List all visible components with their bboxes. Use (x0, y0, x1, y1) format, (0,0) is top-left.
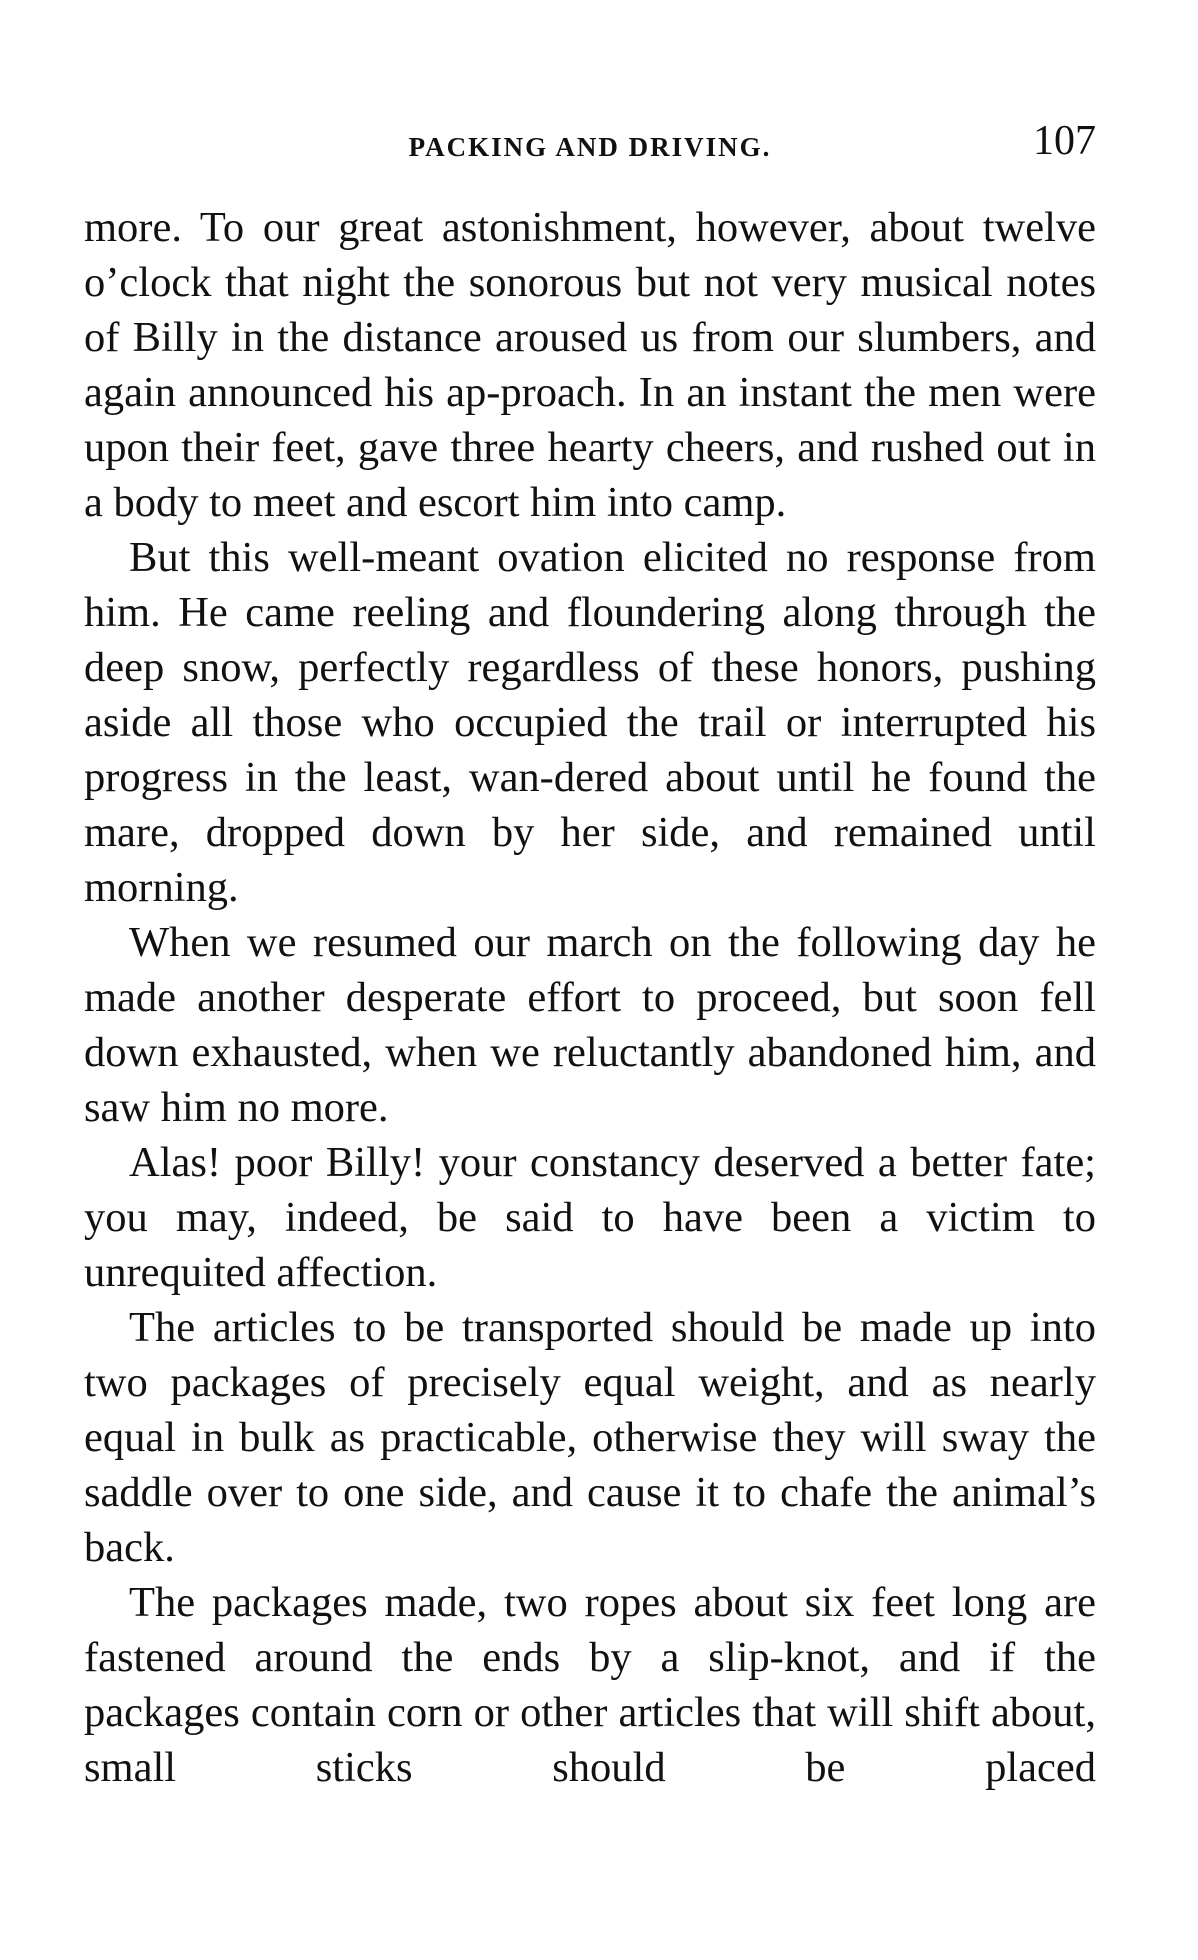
paragraph-5: The articles to be transported should be made up into two packages of precisely equal weight, and as nearly equal in bulk as practicable, otherwise they will sway the saddle over to one side, and cause it to chafe the animal’s back. (84, 1304, 1096, 1571)
body-text (84, 200, 1096, 1795)
paragraph-6: The packages made, two ropes about six feet long are fastened around the ends by a slip-knot, and if the packages contain corn or other articles that will shift about, small sticks should be placed (84, 1579, 1096, 1791)
running-title: PACKING AND DRIVING. (408, 132, 772, 162)
running-head (84, 120, 1096, 180)
paragraph-4: Alas! poor Billy! your constancy deserved a better fate; you may, indeed, be said to have been a victim to unrequited affection. (84, 1139, 1096, 1296)
paragraph-1: more. To our great astonishment, however, about twelve o’clock that night the sonorous but not very musical notes of Billy in the distance aroused us from our slumbers, and again announced his ap-proach. In an instant the men were upon their feet, gave three hearty cheers, and rushed out in a body to meet and escort him into camp. (84, 204, 1096, 526)
paragraph-2: But this well-meant ovation elicited no response from him. He came reeling and floundering along through the deep snow, perfectly regardless of these honors, pushing aside all those who occupied the trail or interrupted his progress in the least, wan-dered about until he found the mare, dropped down by her side, and remained until morning. (84, 534, 1096, 911)
paragraph-3: When we resumed our march on the following day he made another desperate effort to proceed, but soon fell down exhausted, when we reluctantly abandoned him, and saw him no more. (84, 919, 1096, 1131)
page-number: 107 (1033, 118, 1096, 164)
